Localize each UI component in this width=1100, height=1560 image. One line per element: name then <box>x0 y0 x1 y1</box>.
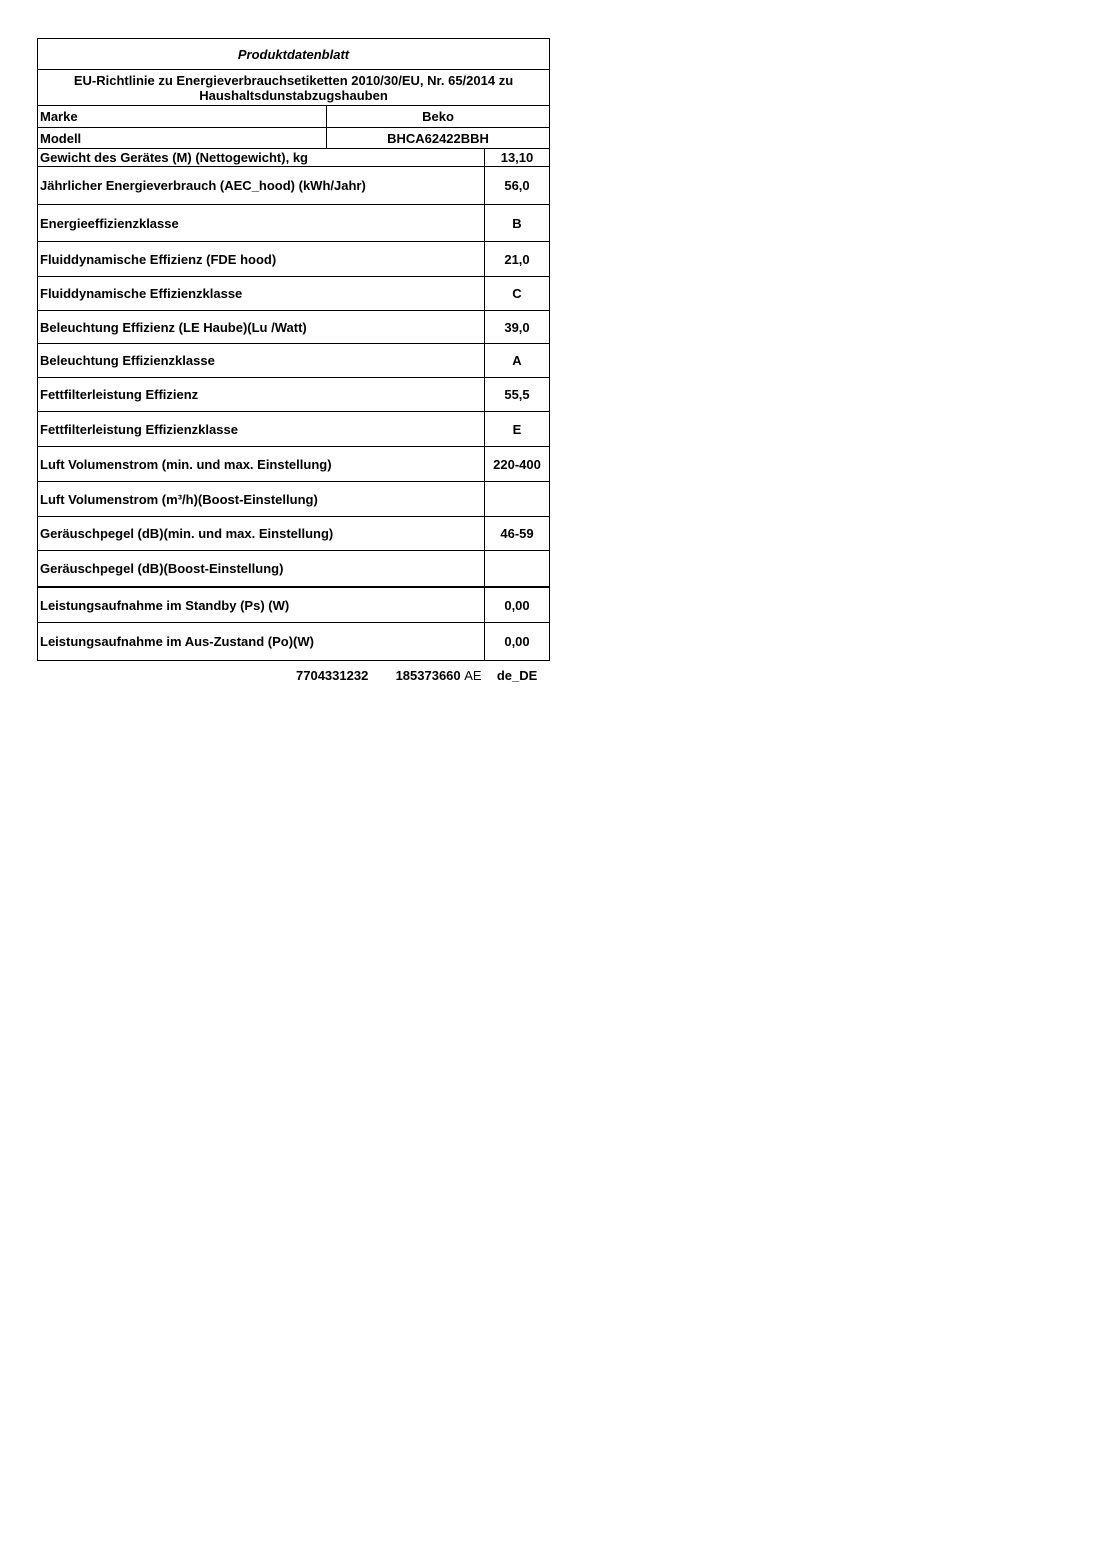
footer-code-1: 7704331232 <box>296 668 369 683</box>
row-value: 46-59 <box>484 517 549 550</box>
row-value: B <box>484 205 549 241</box>
row-label: Geräuschpegel (dB)(Boost-Einstellung) <box>40 561 284 576</box>
row-value: 0,00 <box>484 623 549 660</box>
footer-code-2: 185373660 <box>395 668 461 683</box>
table-row <box>38 149 549 167</box>
table-row <box>38 277 549 311</box>
table-row <box>38 551 549 588</box>
table-row <box>38 205 549 242</box>
row-label: Beleuchtung Effizienzklasse <box>40 353 215 368</box>
model-row <box>38 128 549 149</box>
table-row <box>38 412 549 447</box>
row-value: 39,0 <box>484 311 549 343</box>
row-value: 220-400 <box>484 447 549 481</box>
row-label: Luft Volumenstrom (min. und max. Einstellung) <box>40 456 332 472</box>
table-row <box>38 447 549 482</box>
sheet-title: Produktdatenblatt <box>237 46 350 62</box>
row-label: Beleuchtung Effizienz (LE Haube)(Lu /Watt) <box>40 319 307 335</box>
row-label: Geräuschpegel (dB)(min. und max. Einstellung) <box>40 526 334 541</box>
row-label: Fettfilterleistung Effizienz <box>40 387 199 402</box>
row-label: Energieeffizienzklasse <box>40 215 179 231</box>
product-data-sheet <box>37 38 550 661</box>
row-value: 0,00 <box>484 588 549 622</box>
row-label: Fluiddynamische Effizienz (FDE hood) <box>40 251 277 267</box>
row-value <box>484 482 549 516</box>
row-label: Gewicht des Gerätes (M) (Nettogewicht), kg <box>40 150 308 165</box>
table-row <box>38 311 549 344</box>
row-value <box>484 551 549 586</box>
table-row <box>38 242 549 277</box>
row-label: Leistungsaufnahme im Standby (Ps) (W) <box>40 597 290 613</box>
row-value: 13,10 <box>484 149 549 166</box>
row-label: Leistungsaufnahme im Aus-Zustand (Po)(W) <box>40 634 314 649</box>
table-row <box>38 378 549 412</box>
table-row <box>38 623 549 660</box>
sheet-subtitle-row <box>38 70 549 106</box>
brand-row <box>38 106 549 128</box>
row-value: 21,0 <box>484 242 549 276</box>
table-row <box>38 588 549 623</box>
sheet-subtitle: EU-Richtlinie zu Energieverbrauchsetiketten 2010/30/EU, Nr. 65/2014 zu Haushaltsdunstabzugshauben <box>73 72 514 103</box>
document-footer <box>296 668 537 683</box>
table-row <box>38 167 549 205</box>
footer-locale: de_DE <box>496 668 538 683</box>
row-label: Fluiddynamische Effizienzklasse <box>40 286 243 301</box>
table-row <box>38 482 549 517</box>
model-value: BHCA62422BBH <box>387 130 489 146</box>
row-value: 55,5 <box>484 378 549 411</box>
model-label: Modell <box>38 128 327 148</box>
table-row <box>38 344 549 378</box>
footer-suffix: AE <box>464 668 482 683</box>
sheet-title-row <box>38 39 549 70</box>
row-label: Fettfilterleistung Effizienzklasse <box>40 421 238 437</box>
row-value: A <box>484 344 549 377</box>
row-label: Jährlicher Energieverbrauch (AEC_hood) (kWh/Jahr) <box>40 178 366 193</box>
row-value: C <box>484 277 549 310</box>
table-row <box>38 517 549 551</box>
row-value: 56,0 <box>484 167 549 204</box>
row-value: E <box>484 412 549 446</box>
brand-label: Marke <box>38 106 327 127</box>
row-label: Luft Volumenstrom (m³/h)(Boost-Einstellung) <box>40 491 318 507</box>
brand-value: Beko <box>422 109 454 124</box>
